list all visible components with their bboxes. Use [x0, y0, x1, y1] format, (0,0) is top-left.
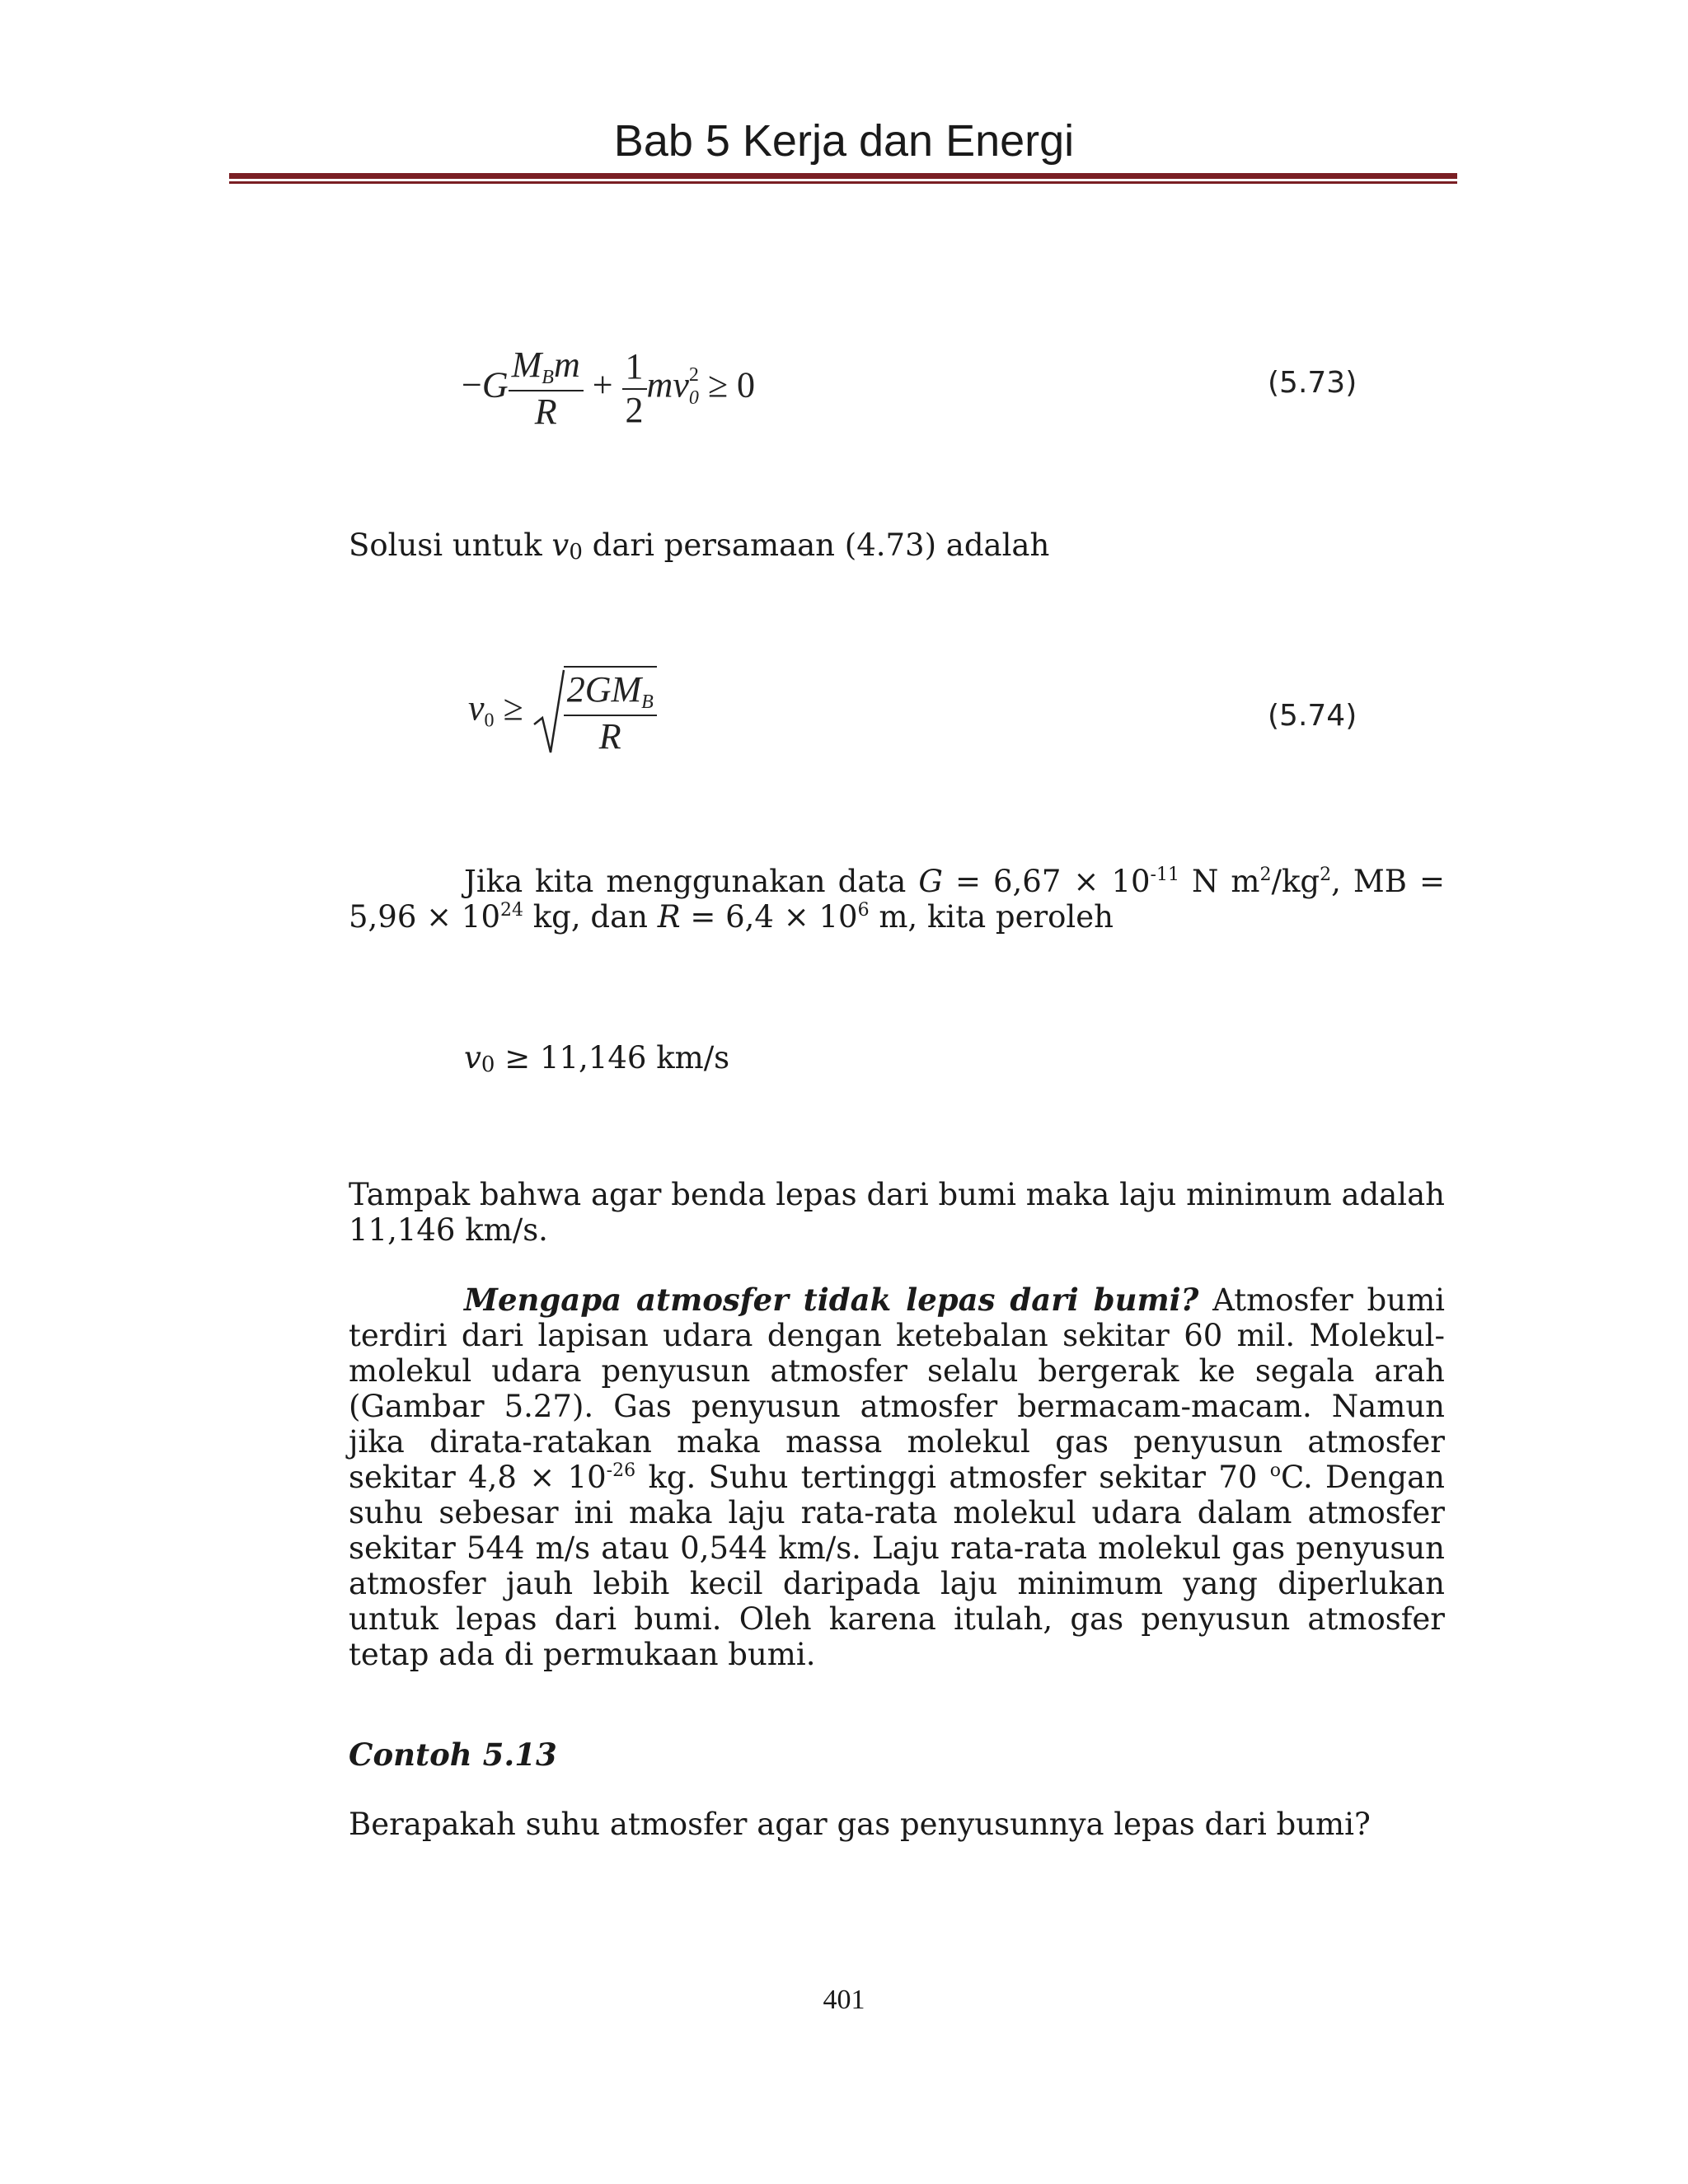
- question-heading-mengapa: Mengapa atmosfer tidak lepas dari bumi?: [464, 1282, 1199, 1318]
- fraction-one-half: $\frac{1}{2}$: [622, 346, 647, 431]
- result-escape-velocity: v0 ≥ 11,146 km/s: [464, 1040, 730, 1077]
- paragraph-tampak: Tampak bahwa agar benda lepas dari bumi maka laju minimum adalah 11,146 km/s.: [349, 1177, 1445, 1248]
- page-number: 401: [823, 1985, 865, 2015]
- paragraph-jika: Jika kita menggunakan data $G = 6,67 \times 10^{-11}$ N $m^2/kg^2$, MB = $5,96 \times 10^{24}$ kg, dan $R = 6,4 \times 10^6$ m, kita peroleh: [349, 864, 1445, 935]
- paragraph-solusi: Solusi untuk v0 dari persamaan (4.73) adalah: [349, 527, 1050, 565]
- equation-5-73: −G $\frac{M_Bm}{R}$ + $\frac{1}{2}$ mv $_{2 0}$ ≥ 0: [462, 344, 756, 432]
- equation-5-74: $v_0$ ≥ $\frac{2GM_B}{R}$: [468, 666, 657, 757]
- page-header-title: Bab 5 Kerja dan Energi: [613, 116, 1075, 166]
- example-question: Berapakah suhu atmosfer agar gas penyusunnya lepas dari bumi?: [349, 1807, 1371, 1842]
- fraction-mbm-over-r: $\frac{M_Bm}{R}$: [509, 344, 584, 433]
- paragraph-mengapa: Mengapa atmosfer tidak lepas dari bumi? Atmosfer bumi terdiri dari lapisan udara dengan ketebalan sekitar 60 mil. Molekul-molekul udara penyusun atmosfer selalu bergerak ke segala arah (Gambar 5.27). Gas penyusun atmosfer bermacam-macam. Namun jika dirata-ratakan maka massa molekul gas penyusun atmosfer sekitar $4,8 \times 10^{-26}$ kg. Suhu tertinggi atmosfer sekitar 70 $^o$C. Dengan suhu sebesar ini maka laju rata-rata molekul udara dalam atmosfer sekitar 544 m/s atau 0,544 km/s. Laju rata-rata molekul gas penyusun atmosfer jauh lebih kecil daripada laju minimum yang diperlukan untuk lepas dari bumi. Oleh karena itulah, gas penyusun atmosfer tetap ada di permukaan bumi.: [349, 1282, 1445, 1672]
- square-root-sign: [532, 667, 565, 757]
- equation-number-5-73: (5.73): [1268, 366, 1357, 400]
- fraction-2gmb-over-r: $\frac{2GM_B}{R}$: [564, 666, 657, 757]
- example-heading: Contoh 5.13: [349, 1736, 557, 1773]
- header-rule-thin: [229, 181, 1457, 184]
- equation-number-5-74: (5.74): [1268, 699, 1357, 733]
- header-rule-thick: [229, 173, 1457, 179]
